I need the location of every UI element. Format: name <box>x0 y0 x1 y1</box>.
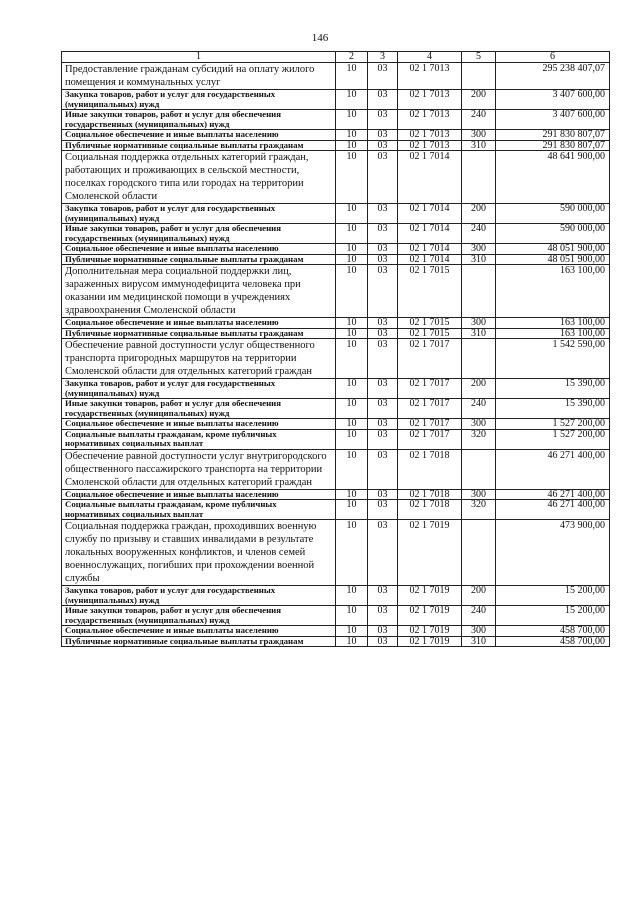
cell-amount: 15 390,00 <box>496 379 610 399</box>
header-cell-4: 4 <box>398 52 462 63</box>
cell-amount: 15 200,00 <box>496 606 610 626</box>
cell-name: Закупка товаров, работ и услуг для государственных (муниципальных) нужд <box>62 90 336 110</box>
cell-section: 10 <box>336 520 368 586</box>
table-row <box>62 204 610 224</box>
cell-section: 10 <box>336 586 368 606</box>
cell-expense-type: 300 <box>462 419 496 430</box>
cell-expense-type: 240 <box>462 606 496 626</box>
cell-section: 10 <box>336 318 368 329</box>
cell-expense-type: 310 <box>462 140 496 151</box>
cell-amount: 48 641 900,00 <box>496 151 610 204</box>
cell-subsection: 03 <box>368 110 398 130</box>
cell-expense-type: 200 <box>462 204 496 224</box>
table-row <box>62 429 610 449</box>
cell-section: 10 <box>336 339 368 379</box>
table-row <box>62 489 610 500</box>
cell-section: 10 <box>336 151 368 204</box>
cell-name: Иные закупки товаров, работ и услуг для обеспечения государственных (муниципальных) нужд <box>62 224 336 244</box>
table-row <box>62 63 610 90</box>
cell-subsection: 03 <box>368 500 398 520</box>
cell-section: 10 <box>336 489 368 500</box>
cell-subsection: 03 <box>368 626 398 637</box>
cell-section: 10 <box>336 90 368 110</box>
cell-amount: 163 100,00 <box>496 318 610 329</box>
cell-expense-type: 200 <box>462 90 496 110</box>
cell-section: 10 <box>336 63 368 90</box>
cell-target-article: 02 1 7014 <box>398 151 462 204</box>
budget-table-body <box>62 52 610 647</box>
header-cell-1: 1 <box>62 52 336 63</box>
cell-amount: 46 271 400,00 <box>496 500 610 520</box>
cell-section: 10 <box>336 626 368 637</box>
header-cell-3: 3 <box>368 52 398 63</box>
cell-subsection: 03 <box>368 449 398 489</box>
cell-target-article: 02 1 7017 <box>398 429 462 449</box>
cell-expense-type: 320 <box>462 429 496 449</box>
table-row <box>62 449 610 489</box>
cell-section: 10 <box>336 449 368 489</box>
cell-target-article: 02 1 7017 <box>398 379 462 399</box>
table-row <box>62 606 610 626</box>
cell-name: Публичные нормативные социальные выплаты гражданам <box>62 328 336 339</box>
cell-target-article: 02 1 7019 <box>398 636 462 647</box>
cell-amount: 590 000,00 <box>496 204 610 224</box>
cell-name: Социальное обеспечение и иные выплаты населению <box>62 419 336 430</box>
cell-section: 10 <box>336 500 368 520</box>
cell-expense-type <box>462 339 496 379</box>
table-row <box>62 626 610 637</box>
table-row <box>62 151 610 204</box>
table-row <box>62 379 610 399</box>
cell-amount: 48 051 900,00 <box>496 244 610 255</box>
cell-name: Публичные нормативные социальные выплаты гражданам <box>62 636 336 647</box>
cell-name: Иные закупки товаров, работ и услуг для обеспечения государственных (муниципальных) нужд <box>62 110 336 130</box>
cell-target-article: 02 1 7015 <box>398 328 462 339</box>
cell-expense-type: 240 <box>462 224 496 244</box>
cell-target-article: 02 1 7019 <box>398 586 462 606</box>
cell-name: Социальные выплаты гражданам, кроме публичных нормативных социальных выплат <box>62 429 336 449</box>
cell-name: Социальное обеспечение и иные выплаты населению <box>62 318 336 329</box>
table-row <box>62 90 610 110</box>
table-row <box>62 265 610 318</box>
cell-amount: 473 900,00 <box>496 520 610 586</box>
cell-target-article: 02 1 7014 <box>398 254 462 265</box>
budget-table <box>61 51 610 647</box>
cell-amount: 590 000,00 <box>496 224 610 244</box>
header-cell-5: 5 <box>462 52 496 63</box>
cell-target-article: 02 1 7018 <box>398 489 462 500</box>
cell-subsection: 03 <box>368 318 398 329</box>
cell-target-article: 02 1 7015 <box>398 318 462 329</box>
cell-amount: 3 407 600,00 <box>496 110 610 130</box>
cell-name: Публичные нормативные социальные выплаты гражданам <box>62 140 336 151</box>
cell-target-article: 02 1 7014 <box>398 224 462 244</box>
cell-amount: 3 407 600,00 <box>496 90 610 110</box>
cell-target-article: 02 1 7014 <box>398 244 462 255</box>
cell-expense-type: 200 <box>462 379 496 399</box>
cell-amount: 1 527 200,00 <box>496 419 610 430</box>
cell-expense-type: 300 <box>462 318 496 329</box>
cell-subsection: 03 <box>368 140 398 151</box>
cell-name: Иные закупки товаров, работ и услуг для обеспечения государственных (муниципальных) нужд <box>62 399 336 419</box>
cell-subsection: 03 <box>368 224 398 244</box>
header-cell-2: 2 <box>336 52 368 63</box>
cell-subsection: 03 <box>368 339 398 379</box>
cell-subsection: 03 <box>368 606 398 626</box>
table-row <box>62 140 610 151</box>
cell-expense-type: 310 <box>462 328 496 339</box>
table-row <box>62 110 610 130</box>
table-row <box>62 500 610 520</box>
cell-section: 10 <box>336 399 368 419</box>
table-row <box>62 636 610 647</box>
table-row <box>62 130 610 141</box>
cell-amount: 48 051 900,00 <box>496 254 610 265</box>
cell-section: 10 <box>336 429 368 449</box>
cell-section: 10 <box>336 254 368 265</box>
cell-name: Обеспечение равной доступности услуг внутригородского общественного пассажирского транспорта на территории Смоленской области для отдельных категорий граждан <box>62 449 336 489</box>
cell-name: Социальное обеспечение и иные выплаты населению <box>62 626 336 637</box>
cell-target-article: 02 1 7019 <box>398 520 462 586</box>
cell-subsection: 03 <box>368 429 398 449</box>
cell-subsection: 03 <box>368 244 398 255</box>
cell-target-article: 02 1 7013 <box>398 110 462 130</box>
cell-subsection: 03 <box>368 328 398 339</box>
cell-subsection: 03 <box>368 636 398 647</box>
cell-amount: 15 200,00 <box>496 586 610 606</box>
cell-subsection: 03 <box>368 204 398 224</box>
cell-expense-type <box>462 265 496 318</box>
cell-section: 10 <box>336 110 368 130</box>
cell-expense-type: 310 <box>462 636 496 647</box>
cell-target-article: 02 1 7017 <box>398 419 462 430</box>
cell-expense-type: 240 <box>462 399 496 419</box>
cell-amount: 15 390,00 <box>496 399 610 419</box>
cell-expense-type <box>462 449 496 489</box>
cell-expense-type: 300 <box>462 130 496 141</box>
cell-target-article: 02 1 7013 <box>398 130 462 141</box>
cell-target-article: 02 1 7017 <box>398 399 462 419</box>
cell-name: Социальное обеспечение и иные выплаты населению <box>62 489 336 500</box>
cell-expense-type <box>462 151 496 204</box>
cell-subsection: 03 <box>368 254 398 265</box>
cell-amount: 163 100,00 <box>496 328 610 339</box>
table-row <box>62 318 610 329</box>
cell-subsection: 03 <box>368 399 398 419</box>
table-row <box>62 244 610 255</box>
cell-section: 10 <box>336 224 368 244</box>
cell-expense-type: 300 <box>462 626 496 637</box>
cell-amount: 291 830 807,07 <box>496 140 610 151</box>
header-cell-6: 6 <box>496 52 610 63</box>
cell-expense-type <box>462 520 496 586</box>
page-number: 146 <box>311 32 329 44</box>
cell-section: 10 <box>336 636 368 647</box>
cell-target-article: 02 1 7017 <box>398 339 462 379</box>
cell-expense-type: 240 <box>462 110 496 130</box>
cell-subsection: 03 <box>368 520 398 586</box>
table-row <box>62 419 610 430</box>
cell-name: Социальное обеспечение и иные выплаты населению <box>62 244 336 255</box>
cell-name: Иные закупки товаров, работ и услуг для обеспечения государственных (муниципальных) нужд <box>62 606 336 626</box>
cell-name: Социальное обеспечение и иные выплаты населению <box>62 130 336 141</box>
cell-section: 10 <box>336 328 368 339</box>
cell-name: Дополнительная мера социальной поддержки лиц, зараженных вирусом иммунодефицита человека при оказании им медицинской помощи в учреждениях здравоохранения Смоленской области <box>62 265 336 318</box>
cell-expense-type: 320 <box>462 500 496 520</box>
cell-amount: 163 100,00 <box>496 265 610 318</box>
cell-subsection: 03 <box>368 379 398 399</box>
cell-section: 10 <box>336 419 368 430</box>
cell-amount: 1 542 590,00 <box>496 339 610 379</box>
cell-expense-type: 300 <box>462 244 496 255</box>
cell-amount: 291 830 807,07 <box>496 130 610 141</box>
cell-subsection: 03 <box>368 489 398 500</box>
cell-target-article: 02 1 7013 <box>398 90 462 110</box>
cell-section: 10 <box>336 140 368 151</box>
table-row <box>62 254 610 265</box>
cell-name: Закупка товаров, работ и услуг для государственных (муниципальных) нужд <box>62 379 336 399</box>
cell-name: Предоставление гражданам субсидий на оплату жилого помещения и коммунальных услуг <box>62 63 336 90</box>
cell-expense-type: 200 <box>462 586 496 606</box>
cell-target-article: 02 1 7015 <box>398 265 462 318</box>
cell-target-article: 02 1 7019 <box>398 606 462 626</box>
cell-amount: 46 271 400,00 <box>496 449 610 489</box>
cell-name: Закупка товаров, работ и услуг для государственных (муниципальных) нужд <box>62 586 336 606</box>
cell-name: Социальная поддержка отдельных категорий граждан, работающих и проживающих в сельской местности, поселках городского типа или городах на территории Смоленской области <box>62 151 336 204</box>
cell-section: 10 <box>336 244 368 255</box>
table-row <box>62 328 610 339</box>
cell-subsection: 03 <box>368 90 398 110</box>
cell-expense-type: 310 <box>462 254 496 265</box>
cell-target-article: 02 1 7014 <box>398 204 462 224</box>
cell-subsection: 03 <box>368 63 398 90</box>
cell-name: Публичные нормативные социальные выплаты гражданам <box>62 254 336 265</box>
table-row <box>62 224 610 244</box>
cell-section: 10 <box>336 265 368 318</box>
table-row <box>62 339 610 379</box>
cell-section: 10 <box>336 204 368 224</box>
cell-target-article: 02 1 7019 <box>398 626 462 637</box>
cell-name: Социальные выплаты гражданам, кроме публичных нормативных социальных выплат <box>62 500 336 520</box>
cell-subsection: 03 <box>368 586 398 606</box>
cell-amount: 458 700,00 <box>496 626 610 637</box>
cell-target-article: 02 1 7018 <box>398 500 462 520</box>
cell-subsection: 03 <box>368 265 398 318</box>
cell-section: 10 <box>336 606 368 626</box>
cell-section: 10 <box>336 130 368 141</box>
cell-section: 10 <box>336 379 368 399</box>
cell-expense-type: 300 <box>462 489 496 500</box>
cell-subsection: 03 <box>368 151 398 204</box>
cell-name: Социальная поддержка граждан, проходивших военную службу по призыву и ставших инвалидами в результате локальных вооруженных конфликтов, и членов семей военнослужащих, погибших при прохождении военной службы <box>62 520 336 586</box>
cell-target-article: 02 1 7013 <box>398 63 462 90</box>
cell-amount: 46 271 400,00 <box>496 489 610 500</box>
cell-expense-type <box>462 63 496 90</box>
cell-subsection: 03 <box>368 130 398 141</box>
table-row <box>62 586 610 606</box>
cell-target-article: 02 1 7018 <box>398 449 462 489</box>
cell-subsection: 03 <box>368 419 398 430</box>
cell-amount: 295 238 407,07 <box>496 63 610 90</box>
cell-target-article: 02 1 7013 <box>398 140 462 151</box>
header-row <box>62 52 610 63</box>
table-row <box>62 520 610 586</box>
table-row <box>62 399 610 419</box>
cell-name: Закупка товаров, работ и услуг для государственных (муниципальных) нужд <box>62 204 336 224</box>
cell-amount: 1 527 200,00 <box>496 429 610 449</box>
cell-amount: 458 700,00 <box>496 636 610 647</box>
cell-name: Обеспечение равной доступности услуг общественного транспорта пригородных маршрутов на территории Смоленской области для отдельных категорий граждан <box>62 339 336 379</box>
